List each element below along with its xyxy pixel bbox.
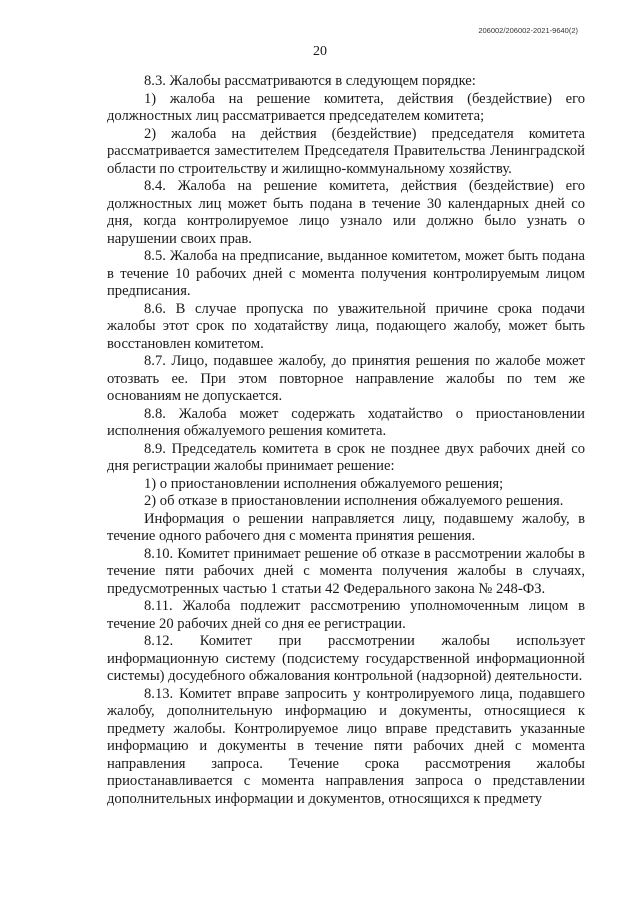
paragraph-8-13: 8.13. Комитет вправе запросить у контролируемого лица, подавшего жалобу, дополнительную информацию и документы, относящиеся к предмету жалобы. Контролируемое лицо вправе представить указанные информацию и документы в течение пяти рабочих дней с момента направления запроса. Течение срока рассмотрения жалобы приостанавливается с момента направления запроса о представлении дополнительных информации и документов, относящихся к предмету <box>107 685 585 807</box>
paragraph-8-9-item-1: 1) о приостановлении исполнения обжалуемого решения; <box>144 475 504 492</box>
paragraph-8-6: 8.6. В случае пропуска по уважительной причине срока подачи жалобы этот срок по ходатайству лица, подающего жалобу, может быть восстановлен комитетом. <box>107 300 585 352</box>
paragraph-8-7: 8.7. Лицо, подавшее жалобу, до принятия решения по жалобе может отозвать ее. При этом повторное направление жалобы по тем же основаниям не допускается. <box>107 353 585 404</box>
paragraph-8-9-info: Информация о решении направляется лицу, подавшему жалобу, в течение одного рабочего дня с момента принятия решения. <box>107 510 585 544</box>
paragraph-8-5: 8.5. Жалоба на предписание, выданное комитетом, может быть подана в течение 10 рабочих дней с момента получения контролируемым лицом предписания. <box>107 248 585 299</box>
paragraph-8-3-item-1: 1) жалоба на решение комитета, действия (бездействие) его должностных лиц рассматривается председателем комитета; <box>107 90 585 124</box>
document-body <box>107 73 585 808</box>
paragraph-8-3: 8.3. Жалобы рассматриваются в следующем порядке: <box>144 73 476 89</box>
paragraph-8-12: 8.12. Комитет при рассмотрении жалобы использует информационную систему (подсистему государственной информационной системы) досудебного обжалования контрольной (надзорной) деятельности. <box>107 633 585 684</box>
paragraph-8-4: 8.4. Жалоба на решение комитета, действия (бездействие) его должностных лиц может быть подана в течение 30 календарных дней со дня, когда контролируемое лицо узнало или должно было узнать о нарушении своих прав. <box>107 178 585 247</box>
paragraph-8-9-item-2: 2) об отказе в приостановлении исполнения обжалуемого решения. <box>144 493 564 509</box>
paragraph-8-8: 8.8. Жалоба может содержать ходатайство о приостановлении исполнения обжалуемого решения комитета. <box>107 405 585 439</box>
document-id: 206002/206002-2021-9640(2) <box>478 26 578 35</box>
paragraph-8-10: 8.10. Комитет принимает решение об отказе в рассмотрении жалобы в течение пяти рабочих дней с момента получения жалобы в случаях, предусмотренных частью 1 статьи 42 Федерального закона № 248-ФЗ. <box>107 545 585 597</box>
paragraph-8-11: 8.11. Жалоба подлежит рассмотрению уполномоченным лицом в течение 20 рабочих дней со дня ее регистрации. <box>107 598 585 632</box>
paragraph-8-9: 8.9. Председатель комитета в срок не позднее двух рабочих дней со дня регистрации жалобы принимает решение: <box>107 440 585 474</box>
paragraph-8-3-item-2: 2) жалоба на действия (бездействие) председателя комитета рассматривается заместителем Председателя Правительства Ленинградской области по строительству и жилищно-коммунальному хозяйству. <box>107 125 585 177</box>
page-number: 20 <box>313 44 327 59</box>
